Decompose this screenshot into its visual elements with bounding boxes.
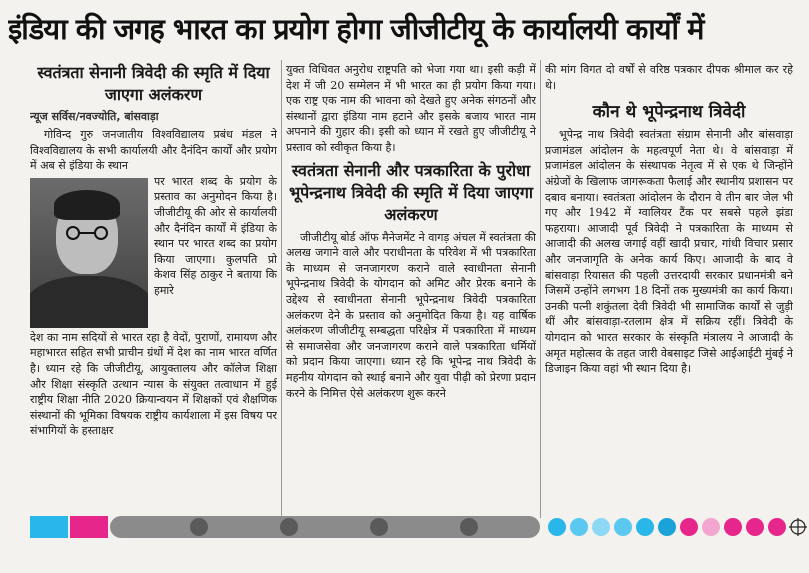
article-1-continued: युक्त विधिवत अनुरोध राष्ट्रपति को भेजा गया था। इसी कड़ी में देश में जी 20 सम्मेलन में भी भारत का ही प्रयोग किया गया। एक राष्ट्र एक नाम की भावना को देखते हुए अनेक संगठनों और संस्थानों द्वारा इंडिया नाम हटाने और इसके बजाय भारत नाम अपनाने की गुहार की। इसी को ध्यान में रखते हुए जीजीटीयू ने प्रस्ताव को स्वीकृत किया है।	[286, 63, 536, 154]
column-2	[286, 62, 536, 401]
color-dot	[746, 518, 764, 536]
color-dot	[680, 518, 698, 536]
color-dot	[658, 518, 676, 536]
portrait-glasses	[60, 226, 114, 240]
color-dot	[548, 518, 566, 536]
article-2-continued: की मांग विगत दो वर्षों से वरिष्ठ पत्रकार दीपक श्रीमाल कर रहे थे।	[545, 63, 793, 92]
color-dot	[636, 518, 654, 536]
portrait-photo	[30, 178, 148, 328]
article-1-body: देश का नाम सदियों से भारत रहा है वेदों, पुराणों, रामायण और महाभारत सहित सभी प्राचीन ग्रंथों में देश का नाम भारत वर्णित है। ध्यान रहे कि जीजीटीयू, आयुक्तालय और कॉलेज शिक्षा और शिक्षा संस्कृति उत्थान न्यास के संयुक्त तत्वाधान में हुई राष्ट्रीय शिक्षा नीति 2020 क्रियान्वयन में शिक्षकों एवं शैक्षणिक संस्थानों की भूमिका विषयक राष्ट्रीय कार्यशाला में इस विषय पर संभागियों के हस्ताक्षर	[30, 330, 277, 438]
article-2-body: जीजीटीयू बोर्ड ऑफ मैनेजमेंट ने वागड़ अंचल में स्वतंत्रता की अलख जगाने वाले और पराधीनता के परिवेश में भी पत्रकारिता के माध्यम से जनजागरण कराने वाले स्वाधीनता सेनानी भूपेन्द्रनाथ त्रिवेदी के योगदान को अमिट और प्रेरक बनाने के उद्देश्य से स्वाधीनता सेनानी भूपेन्द्रनाथ त्रिवेदी पत्रकारिता अलंकरण देने के प्रस्ताव को अनुमोदित किया है। यह वार्षिक अलंकरण जीजीटीयू सम्बद्धता परिक्षेत्र में पत्रकारिता में माध्यम से समाजसेवा और जनजागरण कराने वाले पत्रकारिता धर्मियों को प्रदान किया जाएगा। ध्यान रहे कि भूपेन्द्र नाथ त्रिवेदी के महनीय योगदान को स्थाई बनाने और युवा पीढ़ी को प्रेरणा प्रदान करने के निमित्त ऐसे अलंकरण शुरू करने	[286, 230, 536, 400]
column-divider	[540, 60, 541, 518]
grey-dot	[280, 518, 298, 536]
column-3	[545, 62, 793, 377]
color-block-magenta	[70, 516, 108, 538]
article-3-body: भूपेन्द्र नाथ त्रिवेदी स्वतंत्रता संग्राम सेनानी और बांसवाड़ा प्रजामंडल आंदोलन के महत्वपूर्ण नेता थे। वे बांसवाड़ा में प्रजामंडल आंदोलन के संस्थापक नेतृत्व में से एक थे जिन्होंने अंग्रेजों के खिलाफ जागरूकता फैलाई और स्थानीय प्रशासन पर दबाव बनाया। स्वतंत्रता आंदोलन के दौरान वे तीन बार जेल भी गए और 1942 में ग्वालियर टैंक पर सबसे पहले झंडा फहराया। आजादी पूर्व त्रिवेदी ने पत्रकारिता के माध्यम से आजादी की अलख जगाई वहीं खादी प्रचार, गांधी विचार प्रसार और जनजागृति के अनेक कार्य किए। आजादी के बाद वे बांसवाड़ा रियासत की पहली उत्तरदायी सरकार प्रधानमंत्री बने जिसमें उन्होंने लगभग 18 दिनों तक मुख्यमंत्री का कार्य किया। उनकी पत्नी शकुंतला देवी त्रिवेदी भी सामाजिक कार्यों से जुड़ी थीं और बांसवाड़ा-रतलाम क्षेत्र में सक्रिय रहीं। त्रिवेदी के योगदान को भारत सरकार के संस्कृति मंत्रालय ने आजादी के अमृत महोत्सव के तहत जारी वेबसाइट जिसे आईआईटी मुंबई ने डिजाइन किया वहां भी स्थान दिया है।	[545, 128, 793, 376]
article-1-wrap-text: पर भारत शब्द के प्रयोग के प्रस्ताव का अनुमोदन किया है। जीजीटीयू की ओर से कार्यालयी और दैनंदिन कार्यों में इंडिया के स्थान पर भारत शब्द का प्रयोग किया जाएगा। कुलपति प्रो केशव सिंह ठाकुर ने बताया कि हमारे	[154, 174, 277, 297]
portrait-coat	[30, 276, 148, 328]
byline: न्यूज सर्विस/नवज्योति, बांसवाड़ा	[30, 110, 159, 123]
color-dot	[614, 518, 632, 536]
article-2-subheading: स्वतंत्रता सेनानी और पत्रकारिता के पुरोधा भूपेन्द्रनाथ त्रिवेदी की स्मृति में दिया जाएगा अलंकरण	[288, 160, 534, 224]
portrait-hair	[54, 190, 120, 220]
color-block-cyan	[30, 516, 68, 538]
article-3-subheading: कौन थे भूपेन्द्रनाथ त्रिवेदी	[592, 102, 746, 123]
grey-dot	[460, 518, 478, 536]
color-dot	[570, 518, 588, 536]
article-1-intro: गोविन्द गुरु जनजातीय विश्वविद्यालय प्रबंध मंडल ने विश्वविद्यालय के सभी कार्यालयी और दैनंदिन कार्यों और प्रयोग में अब से इंडिया के स्थान	[30, 128, 277, 173]
color-dot	[702, 518, 720, 536]
color-dot	[724, 518, 742, 536]
registration-mark-icon	[789, 518, 807, 536]
color-dot	[768, 518, 786, 536]
column-divider	[281, 60, 282, 518]
column-1	[30, 62, 277, 439]
grey-dot	[190, 518, 208, 536]
grey-dot	[370, 518, 388, 536]
color-dot	[592, 518, 610, 536]
article-1-subheading: स्वतंत्रता सेनानी त्रिवेदी की स्मृति में दिया जाएगा अलंकरण	[37, 63, 270, 104]
headline: इंडिया की जगह भारत का प्रयोग होगा जीजीटीयू के कार्यालयी कार्यों में	[8, 12, 704, 46]
